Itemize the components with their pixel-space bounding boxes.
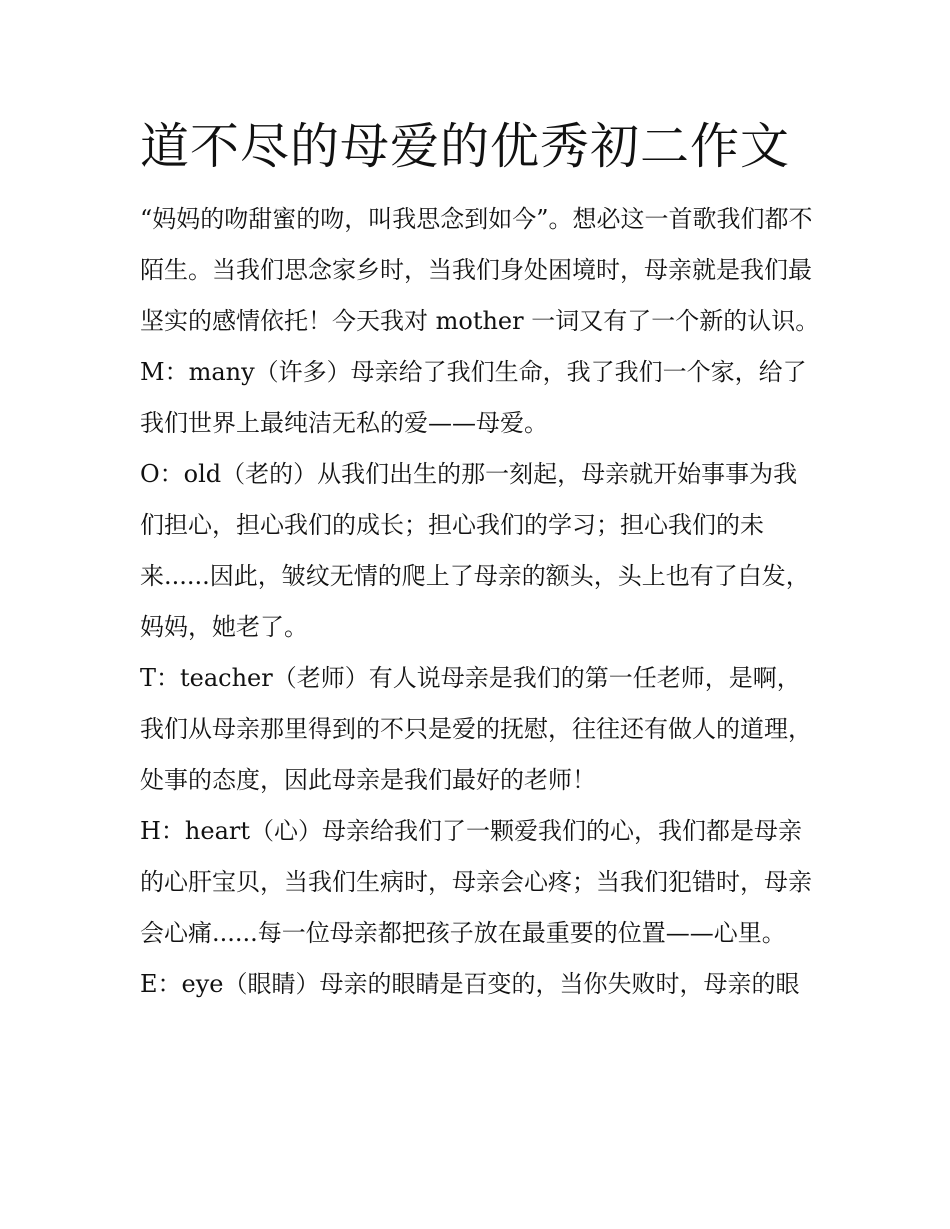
document-body [140,194,820,1010]
paragraph-m-many: M：many（许多）母亲给了我们生命，我了我们一个家，给了我们世界上最纯洁无私的爱——母爱。 [140,358,807,437]
document-content [140,112,820,1010]
paragraph-t-teacher: T：teacher（老师）有人说母亲是我们的第一任老师，是啊，我们从母亲那里得到的不只是爱的抚慰，往往还有做人的道理，处事的态度，因此母亲是我们最好的老师！ [140,664,812,794]
paragraph-e-eye: E：eye（眼睛）母亲的眼睛是百变的，当你失败时，母亲的眼 [140,970,800,998]
paragraph-h-heart: H：heart（心）母亲给我们了一颗爱我们的心，我们都是母亲的心肝宝贝，当我们生病时，母亲会心疼；当我们犯错时，母亲会心痛......每一位母亲都把孩子放在最重要的位置——心里。 [140,817,812,947]
paragraph-intro: “妈妈的吻甜蜜的吻，叫我思念到如今”。想必这一首歌我们都不陌生。当我们思念家乡时，当我们身处困境时，母亲就是我们最坚实的感情依托！今天我对 mother 一词又有了一个新的认识。 [140,205,820,335]
paragraph-o-old: O：old（老的）从我们出生的那一刻起，母亲就开始事事为我们担心，担心我们的成长；担心我们的学习；担心我们的未来......因此，皱纹无情的爬上了母亲的额头，头上也有了白发，妈妈，她老了。 [140,460,810,641]
document-title: 道不尽的母爱的优秀初二作文 [140,118,791,175]
